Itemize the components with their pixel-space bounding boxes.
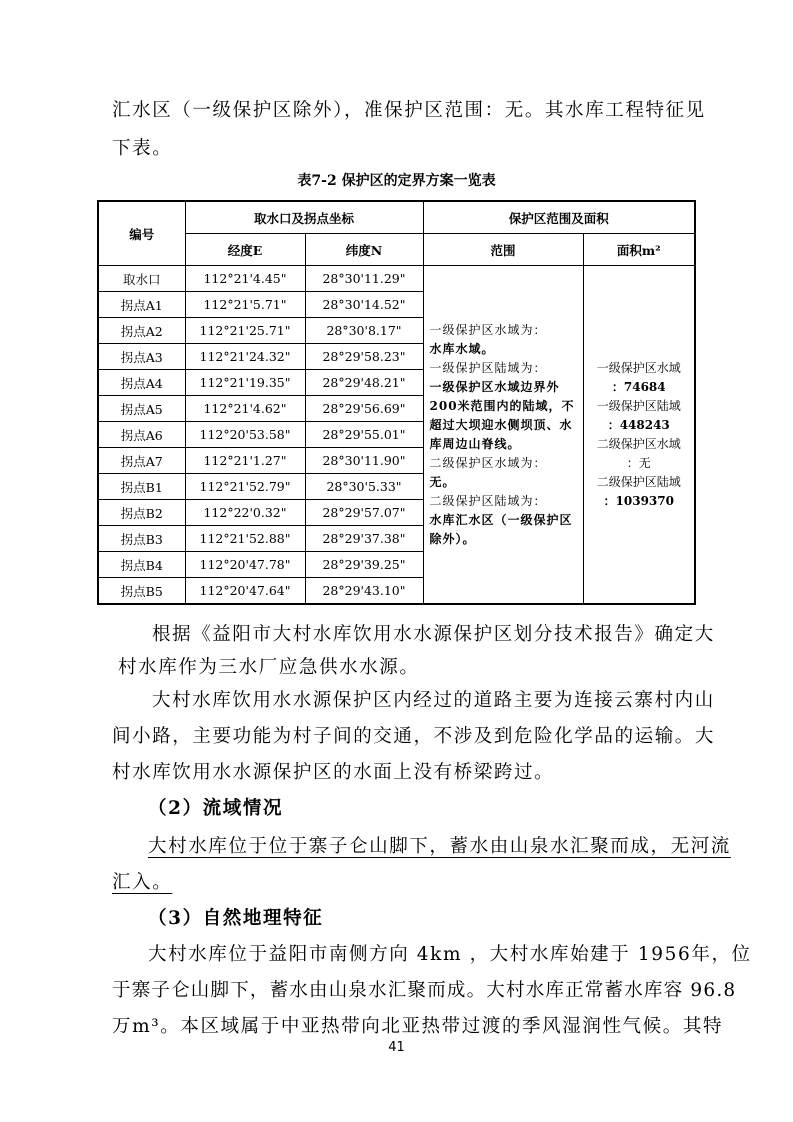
scope-text: 水库汇水区（一级保护区除外）。 [429, 512, 573, 546]
cell-id: 拐点B5 [98, 578, 185, 605]
cell-lat: 28°29'37.38" [305, 526, 423, 552]
paragraph-line: 根据《益阳市大村水库饮用水水源保护区划分技术报告》确定大 [152, 624, 715, 645]
cell-id: 拐点B4 [98, 552, 185, 578]
paragraph-line: 汇水区（一级保护区除外），准保护区范围：无。其水库工程特征见 [112, 100, 706, 121]
scope-text: 一级保护区水域边界外200米范围内的陆域，不超过大坝迎水侧坝顶、水库周边山脊线。 [429, 379, 575, 451]
cell-id: 拐点A7 [98, 448, 185, 474]
paragraph-line: 下表。 [112, 138, 173, 159]
header-id: 编号 [98, 201, 185, 266]
section-heading: （3）自然地理特征 [148, 908, 324, 929]
area-text: ：无 [626, 455, 651, 470]
scope-text: 水库水域。 [429, 341, 495, 356]
page-number: 41 [388, 1040, 405, 1055]
scope-text: 一级保护区水域为： [429, 322, 547, 337]
paragraph-line: 于寨子仑山脚下，蓄水由山泉水汇聚而成。大村水库正常蓄水库容 96.8 [112, 980, 737, 1001]
cell-lon: 112°20'53.58" [185, 422, 305, 448]
header-coords: 取水口及拐点坐标 [185, 201, 423, 234]
cell-id: 拐点B1 [98, 474, 185, 500]
paragraph-line: 大村水库饮用水水源保护区内经过的道路主要为连接云寨村内山 [152, 690, 715, 711]
header-area: 面积m² [583, 234, 695, 266]
area-text: 一级保护区陆域 [596, 398, 681, 413]
cell-id: 拐点A3 [98, 344, 185, 370]
header-lon: 经度E [185, 234, 305, 266]
scope-text: 二级保护区水域为： [429, 455, 547, 470]
paragraph-line: 间小路，主要功能为村子间的交通，不涉及到危险化学品的运输。大 [112, 726, 716, 747]
cell-lat: 28°29'56.69" [305, 396, 423, 422]
cell-lon: 112°22'0.32" [185, 500, 305, 526]
scope-text: 二级保护区陆域为： [429, 493, 547, 508]
cell-area [583, 266, 695, 605]
cell-id: 拐点B2 [98, 500, 185, 526]
cell-lat: 28°30'5.33" [305, 474, 423, 500]
cell-lat: 28°30'11.29" [305, 266, 423, 292]
table-row [98, 266, 695, 292]
cell-id: 拐点A1 [98, 292, 185, 318]
table-caption: 表7-2 保护区的定界方案一览表 [297, 173, 496, 189]
cell-lon: 112°21'4.45" [185, 266, 305, 292]
area-text: 二级保护区陆域 [596, 474, 681, 489]
cell-lon: 112°21'24.32" [185, 344, 305, 370]
header-protect: 保护区范围及面积 [423, 201, 695, 234]
cell-id: 拐点A2 [98, 318, 185, 344]
area-text: 一级保护区水域 [596, 360, 681, 375]
cell-id: 取水口 [98, 266, 185, 292]
cell-lon: 112°21'4.62" [185, 396, 305, 422]
cell-lat: 28°30'14.52" [305, 292, 423, 318]
cell-lon: 112°21'5.71" [185, 292, 305, 318]
area-text: 二级保护区水域 [596, 436, 681, 451]
cell-id: 拐点B3 [98, 526, 185, 552]
cell-lon: 112°20'47.78" [185, 552, 305, 578]
cell-scope [423, 266, 583, 605]
cell-lat: 28°29'57.07" [305, 500, 423, 526]
cell-lon: 112°21'1.27" [185, 448, 305, 474]
cell-lon: 112°21'19.35" [185, 370, 305, 396]
cell-lat: 28°29'55.01" [305, 422, 423, 448]
cell-lon: 112°21'52.88" [185, 526, 305, 552]
cell-lat: 28°29'39.25" [305, 552, 423, 578]
cell-lon: 112°21'25.71" [185, 318, 305, 344]
cell-lon: 112°21'52.79" [185, 474, 305, 500]
cell-lat: 28°30'8.17" [305, 318, 423, 344]
area-text: ：448243 [607, 417, 670, 432]
header-scope: 范围 [423, 234, 583, 266]
cell-id: 拐点A4 [98, 370, 185, 396]
paragraph-line: 大村水库位于益阳市南侧方向 4km ，大村水库始建于 1956年，位 [148, 944, 752, 965]
paragraph-line: 村水库作为三水厂应急供水水源。 [118, 657, 420, 678]
area-text: ：74684 [611, 379, 666, 394]
scope-text: 无。 [429, 474, 456, 489]
cell-id: 拐点A5 [98, 396, 185, 422]
cell-lat: 28°29'48.21" [305, 370, 423, 396]
paragraph-line: 万m³。本区域属于中亚热带向北亚热带过渡的季风湿润性气候。其特 [112, 1016, 724, 1037]
scope-text: 一级保护区陆域为： [429, 360, 547, 375]
cell-lat: 28°29'58.23" [305, 344, 423, 370]
area-text: ：1039370 [603, 493, 674, 508]
paragraph-line: 村水库饮用水水源保护区的水面上没有桥梁跨过。 [112, 762, 555, 783]
cell-lat: 28°30'11.90" [305, 448, 423, 474]
paragraph-line: 汇入。 [112, 872, 173, 893]
header-lat: 纬度N [305, 234, 423, 266]
paragraph-line: 大村水库位于位于寨子仑山脚下，蓄水由山泉水汇聚而成，无河流 [148, 836, 731, 857]
cell-id: 拐点A6 [98, 422, 185, 448]
cell-lon: 112°20'47.64" [185, 578, 305, 605]
section-heading: （2）流域情况 [148, 798, 284, 819]
protection-boundary-table [97, 200, 696, 605]
cell-lat: 28°29'43.10" [305, 578, 423, 605]
